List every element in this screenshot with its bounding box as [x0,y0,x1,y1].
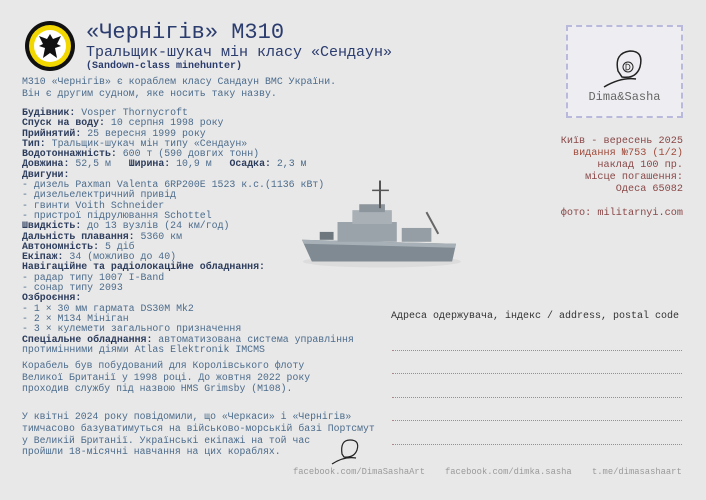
history-line: Великої Британії у 1998 році. До жовтня 2022 року [22,371,311,383]
spec-value: автоматизована система управління [152,333,354,345]
spec-value: 10 серпня 1998 року [104,117,224,129]
spec-label: Будівник: [22,107,76,118]
spec-value: 25 вересня 1999 року [81,127,206,139]
spec-row [22,159,354,169]
spec-label: Навігаційне та радіолокаційне обладнання: [22,261,265,273]
spec-value: 2,3 м [270,158,307,170]
history-line: пройшли 18-місячні навчання на цих кораблях. [22,446,281,458]
history-line: Корабель був побудований для Королівського флоту [22,360,305,371]
spec-value: Vosper Thornycroft [75,107,188,118]
spec-label: Тип: [22,137,46,149]
spec-value: - сонар типу 2093 [22,282,123,294]
intro-text [22,76,336,100]
spec-label: Озброєння: [22,292,82,304]
address-line-1[interactable] [392,350,682,351]
facebook-art-link[interactable]: facebook.com/DimaSashaArt [293,467,425,477]
spec-value: - дизельелектричний привід [22,189,177,201]
spec-value: - 3 × кулемети загального призначення [22,323,242,335]
intro-line: М310 «Чернігів» є кораблем класу Сандаун ВМС України. [22,76,337,87]
spec-label: Осадка: [229,158,271,170]
cancel-label: місце погашення: [585,171,683,183]
place-date: Київ - вересень 2025 [560,136,683,147]
subtitle-english: (Sandown-class minehunter) [86,61,243,72]
bird-signature-icon [330,436,364,466]
spacer [561,196,683,208]
edition-number: видання №753 (1/2) [572,147,683,159]
spec-label: Спеціальне обладнання: [22,333,153,345]
spec-value: - гвинти Voith Schneider [22,199,165,211]
telegram-link[interactable]: t.me/dimasashaart [592,467,682,477]
spec-label: Ширина: [128,158,171,170]
spec-value: - пристрої підрулювання Schottel [22,209,212,221]
spec-value: 34 (можливо до 40) [63,251,177,263]
spec-value: 5360 км [134,230,183,242]
history-line: тимчасово базуватимуться на військово-морській базі Портсмут [22,422,375,434]
spec-label: Швидкість: [22,220,82,232]
spec-value: - 2 × M134 Мініган [22,312,129,324]
spec-label: Екіпаж: [22,251,64,263]
spec-value: 5 діб [99,240,135,252]
spec-value: 52,5 м [69,158,129,170]
spec-label: Автономність: [22,240,100,252]
page-title: «Чернігів» М310 [86,20,285,45]
spec-label: Прийнятий: [22,127,82,139]
history-line: У квітні 2024 року повідомили, що «Черкаси» і «Чернігів» [22,411,352,423]
history-text [22,360,375,458]
spec-label: Спуск на воду: [22,117,105,129]
bird-logo-icon [596,41,656,91]
spec-label: Дальність плавання: [22,230,135,242]
history-line: проходив службу під назвою HMS Grimsby (M108). [22,383,293,395]
spec-value: протимінними діями Atlas Elektronik IMCMS [22,343,265,355]
cancel-place: Одеса 65082 [615,183,683,195]
address-line-2[interactable] [392,373,682,374]
stamp-box [566,25,683,118]
address-line-4[interactable] [392,420,682,421]
edition-info [561,136,683,219]
history-line: у Великій Британії. Українські екіпажі на той час [22,434,311,446]
spec-label: Довжина: [22,158,70,170]
ship-emblem-icon [24,20,76,72]
spec-value: Тральщик-шукач мін типу «Сендаун» [45,137,248,149]
address-line-3[interactable] [392,397,682,398]
address-label: Адреса одержувача, індекс / address, postal code [391,311,680,322]
spec-label: Двигуни: [22,168,70,180]
spacer [22,395,375,411]
spec-value: - дизель Paxman Valenta 6RP200E 1523 к.с.(1136 кВт) [22,179,325,191]
address-line-5[interactable] [392,444,682,445]
subtitle: Тральщик-шукач мін класу «Сендаун» [86,44,393,61]
spec-value: 600 т (590 довгих тонн) [116,148,260,160]
spec-row [22,345,354,355]
spec-value: - 1 × 30 мм гармата DS30M Mk2 [22,302,194,314]
ship-photo [298,178,462,270]
print-run: наклад 100 пр. [597,159,683,171]
photo-credit: фото: militarnyi.com [560,207,683,219]
spec-value: - радар типу 1007 I-Band [22,271,165,283]
facebook-personal-link[interactable]: facebook.com/dimka.sasha [445,467,572,477]
spec-label: Водотоннажність: [22,148,117,160]
spec-value: 10,9 м [170,158,230,170]
spec-value: до 13 вузлів (24 км/год) [81,220,230,232]
intro-line: Він є другим судном, яке носить таку назву. [22,88,277,99]
stamp-label: Dima&Sasha [588,90,661,104]
